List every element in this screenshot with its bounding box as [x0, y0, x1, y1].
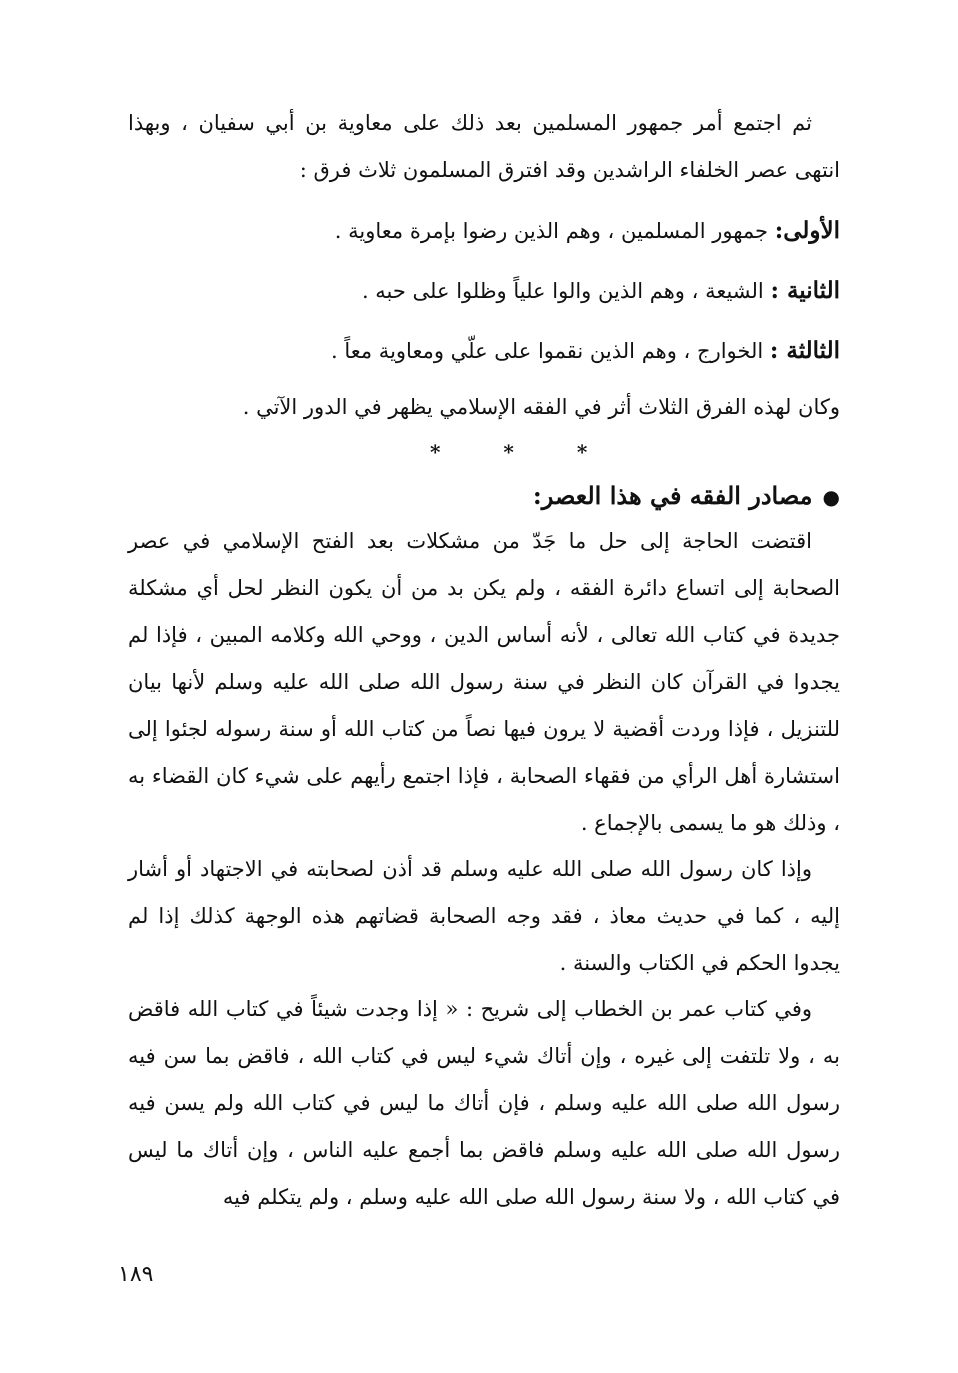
group-label: الثالثة :: [769, 337, 840, 364]
paragraph-text: اقتضت الحاجة إلى حل ما جَدّ من مشكلات بعد الفتح الإسلامي في عصر الصحابة إلى اتساع دائرة الفقه ، ولم يكن بد من أن يكون النظر لحل أي مشكلة جديدة في كتاب الله تعالى ، لأنه أساس الدين ، ووحي الله وكلامه المبين ، فإذا لم يجدوا في القرآن كان النظر في سنة رسول الله صلى الله عليه وسلم لأنها بيان للتنزيل ، فإذا وردت أقضية لا يرون فيها نصاً من كتاب الله أو سنة رسوله لجئوا إلى استشارة أهل الرأي من فقهاء الصحابة ، فإذا اجتمع رأيهم على شيء كان القضاء به ، وذلك هو ما يسمى بالإجماع .: [128, 529, 840, 835]
paragraph-text: وإذا كان رسول الله صلى الله عليه وسلم قد أذن لصحابته في الاجتهاد أو أشار إليه ، كما في حديث معاذ ، فقد وجه الصحابة قضاتهم هذه الوجهة كذلك إذا لم يجدوا الحكم في الكتاب والسنة .: [128, 857, 840, 975]
page-number: ١٨٩: [118, 1262, 154, 1287]
section-separator: * * *: [430, 440, 616, 464]
group-label: الثانية :: [770, 277, 840, 304]
intro-text: ثم اجتمع أمر جمهور المسلمين بعد ذلك على معاوية بن أبي سفيان ، وبهذا انتهى عصر الخلفاء الراشدين وقد افترق المسلمون ثلاث فرق :: [128, 111, 840, 182]
paragraph-text: وفي كتاب عمر بن الخطاب إلى شريح : « إذا وجدت شيئاً في كتاب الله فاقض به ، ولا تلتفت إلى غيره ، وإن أتاك شيء ليس في كتاب الله ، فاقض بما سن فيه رسول الله صلى الله عليه وسلم ، فإن أتاك ما ليس في كتاب الله ولم يسن فيه رسول الله صلى الله عليه وسلم فاقض بما أجمع عليه الناس ، وإن أتاك ما ليس في كتاب الله ، ولا سنة رسول الله صلى الله عليه وسلم ، ولم يتكلم فيه: [128, 997, 840, 1209]
bullet-icon: ●: [822, 485, 840, 509]
sources-paragraph-2: [128, 846, 840, 987]
group-item-second: [128, 267, 840, 315]
group-text: الخوارج ، وهم الذين نقموا على علّي ومعاوية معاً .: [331, 339, 764, 363]
closing-line: وكان لهذه الفرق الثلاث أثر في الفقه الإسلامي يظهر في الدور الآتي .: [242, 395, 840, 419]
sources-paragraph-1: [128, 518, 840, 847]
intro-paragraph: [128, 100, 840, 194]
group-text: جمهور المسلمين ، وهم الذين رضوا بإمرة معاوية .: [334, 219, 769, 243]
section-heading: [128, 472, 840, 521]
section-heading-text: مصادر الفقه في هذا العصر:: [532, 481, 813, 510]
group-item-third: [128, 327, 840, 375]
group-label: الأولى:: [774, 217, 840, 244]
group-item-first: [128, 207, 840, 255]
sources-paragraph-3: [128, 986, 840, 1221]
group-text: الشيعة ، وهم الذين والوا علياً وظلوا على حبه .: [361, 279, 764, 303]
